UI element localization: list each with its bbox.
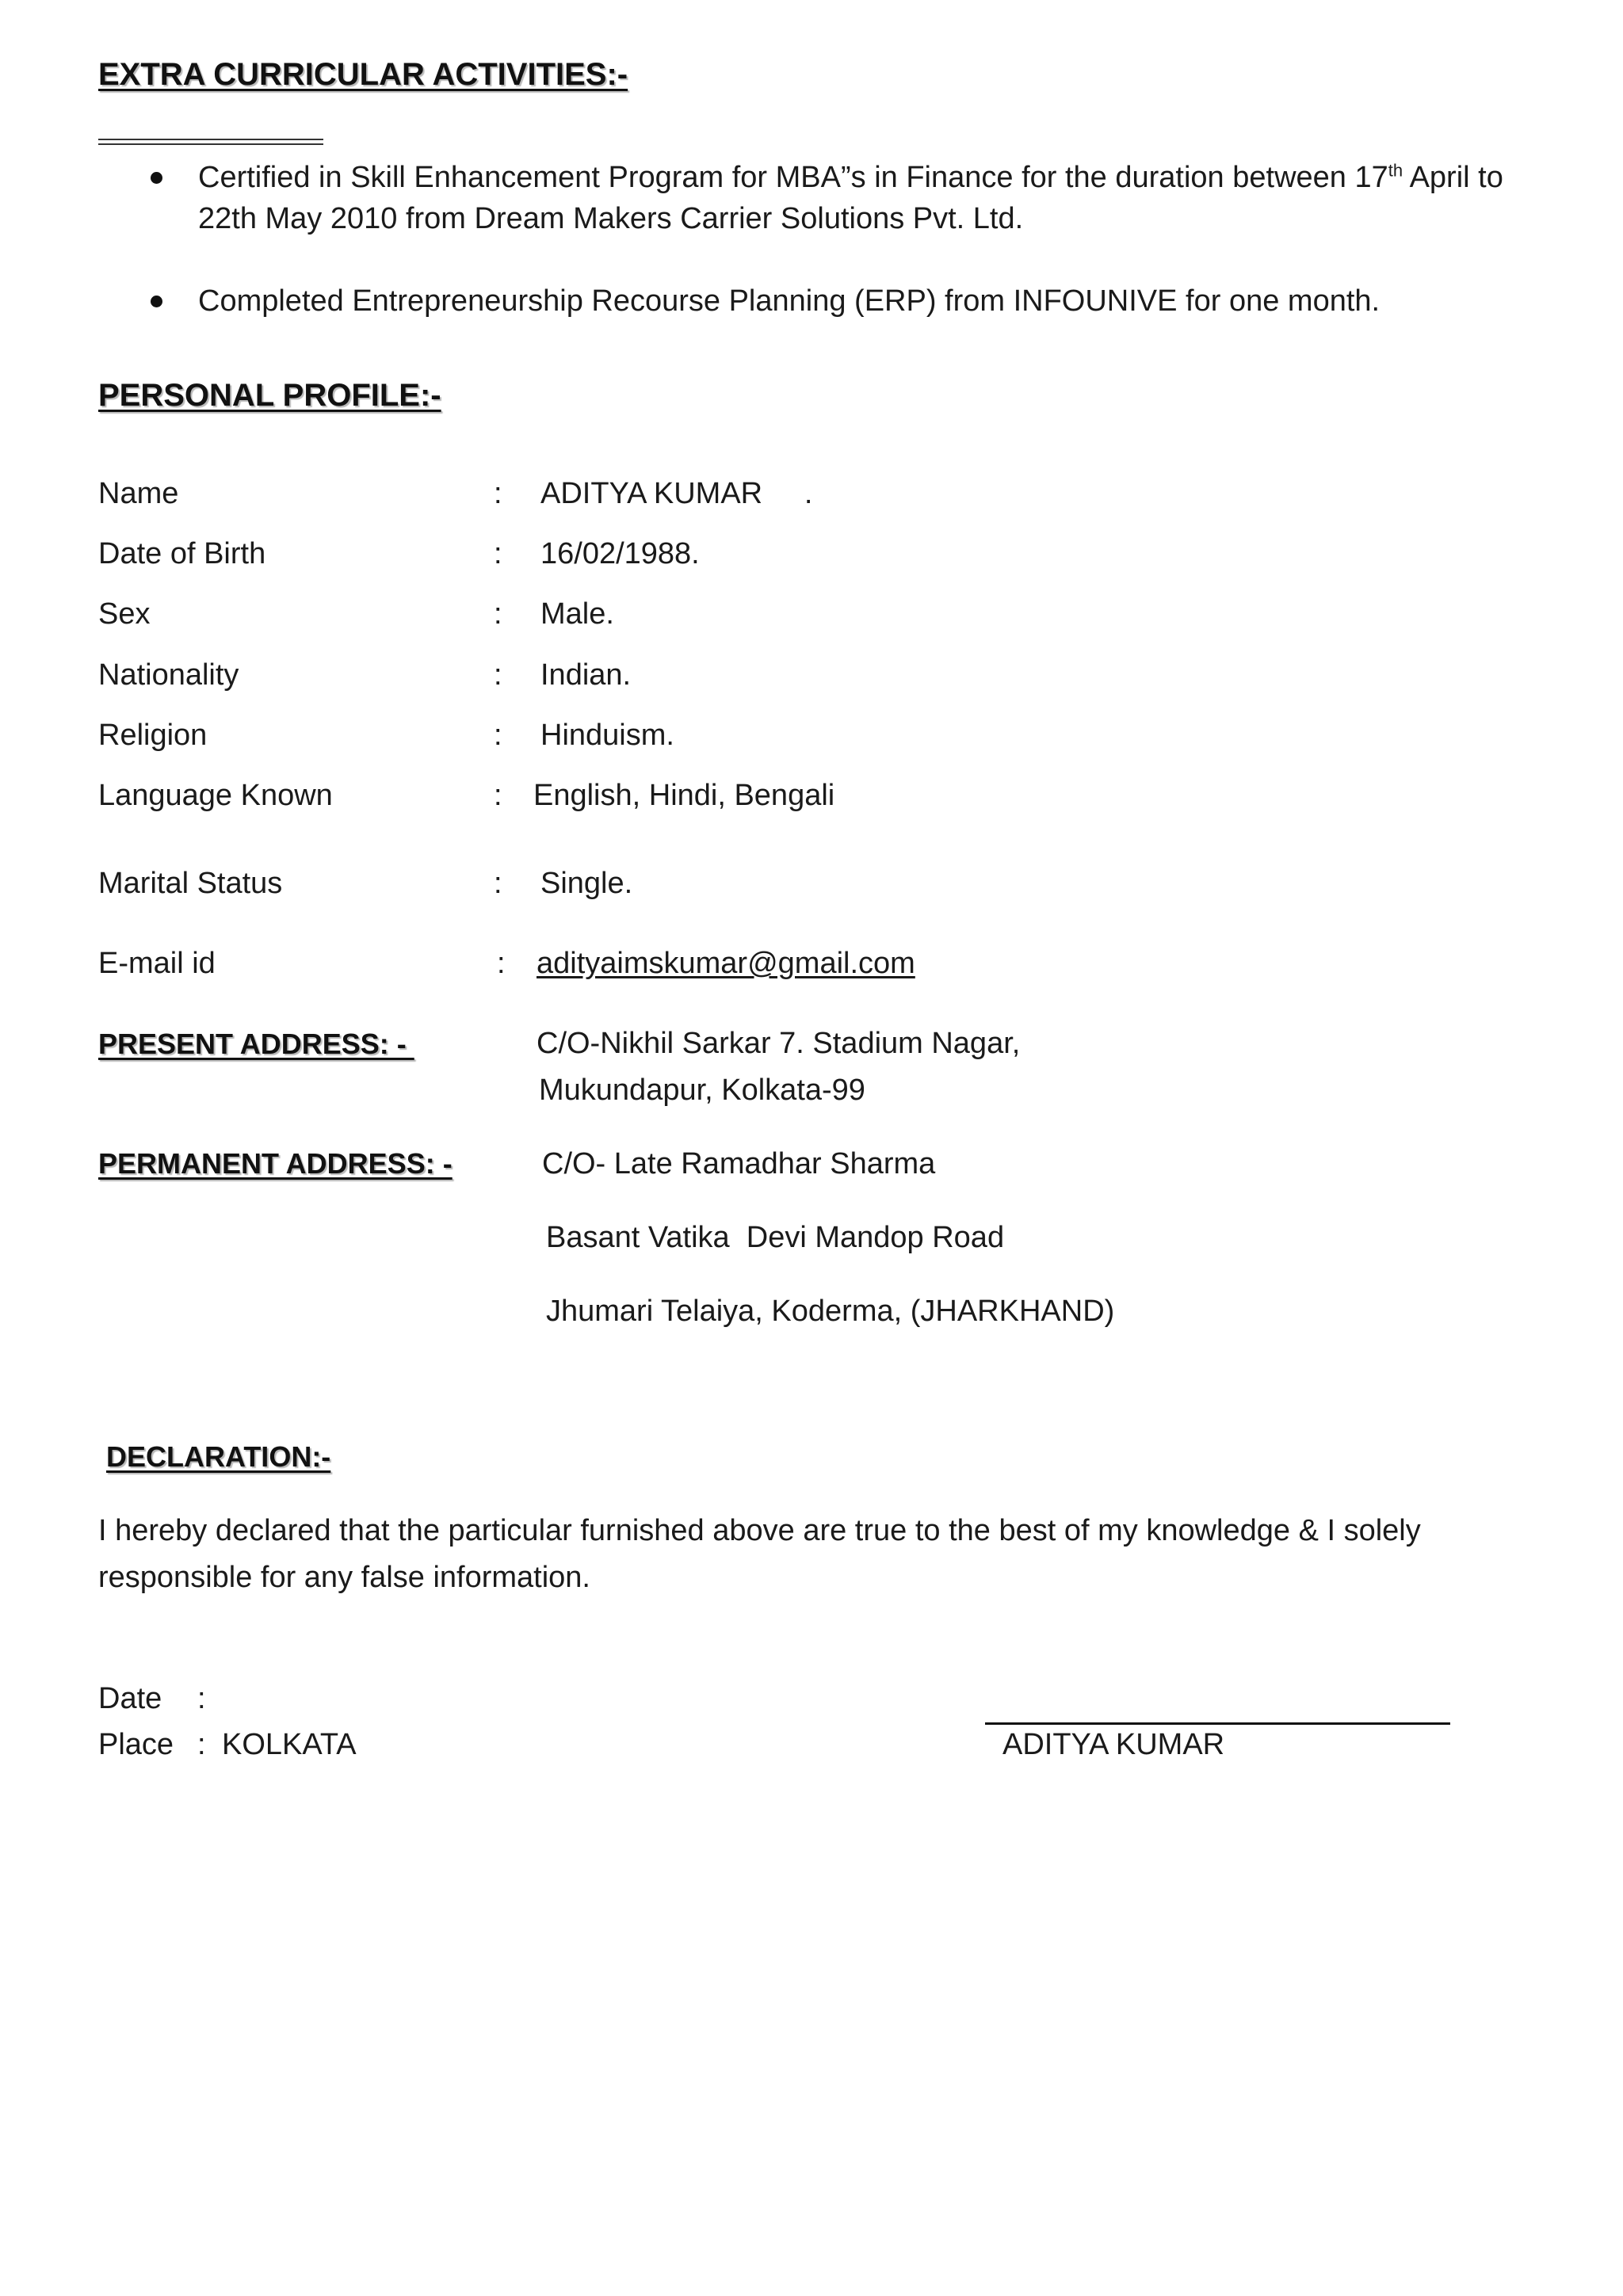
profile-label-dob: Date of Birth	[98, 537, 266, 570]
date-separator: :	[197, 1682, 206, 1715]
profile-label-sex: Sex	[98, 597, 151, 631]
heading-double-rule	[98, 139, 323, 145]
profile-separator: :	[494, 597, 502, 631]
profile-value-religion: Hinduism.	[540, 719, 674, 752]
permanent-address-line-2: Basant Vatika Devi Mandop Road	[546, 1221, 1005, 1254]
place-label: Place	[98, 1728, 174, 1761]
date-label: Date	[98, 1682, 162, 1715]
extra-curricular-heading: EXTRA CURRICULAR ACTIVITIES:-	[98, 57, 628, 92]
profile-label-language: Language Known	[98, 779, 333, 812]
permanent-address-label: PERMANENT ADDRESS: -	[98, 1147, 453, 1180]
profile-value-name: ADITYA KUMAR .	[540, 477, 813, 510]
profile-separator: :	[494, 658, 502, 692]
signature-line	[985, 1722, 1450, 1725]
profile-label-email: E-mail id	[98, 947, 216, 980]
bullet-icon	[151, 296, 162, 307]
profile-separator: :	[494, 867, 502, 900]
profile-separator: :	[494, 719, 502, 752]
extra-curricular-item-1: Certified in Skill Enhancement Program for MBA”s in Finance for the duration between 17th April to 22th May 2010 from Dream Makers Carrier Solutions Pvt. Ltd.	[198, 160, 1503, 235]
profile-separator: :	[494, 537, 502, 570]
present-address-line-2: Mukundapur, Kolkata-99	[539, 1074, 865, 1107]
profile-label-name: Name	[98, 477, 179, 510]
present-address-label: PRESENT ADDRESS: -	[98, 1028, 414, 1060]
signature-name: ADITYA KUMAR	[1002, 1728, 1225, 1761]
profile-label-religion: Religion	[98, 719, 208, 752]
place-value: KOLKATA	[222, 1728, 357, 1761]
profile-value-marital-status: Single.	[540, 867, 633, 900]
bullet-icon	[151, 172, 162, 184]
declaration-heading: DECLARATION:-	[106, 1440, 331, 1473]
profile-separator: :	[494, 477, 502, 510]
profile-value-dob: 16/02/1988.	[540, 537, 700, 570]
extra-curricular-item-2: Completed Entrepreneurship Recourse Planning (ERP) from INFOUNIVE for one month.	[198, 284, 1381, 318]
profile-separator: :	[497, 947, 506, 980]
declaration-line-2: responsible for any false information.	[98, 1561, 590, 1594]
profile-value-language: English, Hindi, Bengali	[533, 779, 835, 812]
declaration-line-1: I hereby declared that the particular furnished above are true to the best of my knowledge & I solely	[98, 1514, 1421, 1547]
profile-value-nationality: Indian.	[540, 658, 632, 692]
email-link[interactable]: adityaimskumar@gmail.com	[537, 947, 915, 980]
personal-profile-heading: PERSONAL PROFILE:-	[98, 378, 441, 413]
permanent-address-line-3: Jhumari Telaiya, Koderma, (JHARKHAND)	[546, 1295, 1115, 1328]
profile-separator: :	[494, 779, 502, 812]
present-address-line-1: C/O-Nikhil Sarkar 7. Stadium Nagar,	[537, 1027, 1021, 1060]
profile-value-sex: Male.	[540, 597, 614, 631]
permanent-address-line-1: C/O- Late Ramadhar Sharma	[542, 1147, 936, 1180]
profile-label-marital-status: Marital Status	[98, 867, 283, 900]
profile-label-nationality: Nationality	[98, 658, 239, 692]
place-separator: :	[197, 1728, 206, 1761]
